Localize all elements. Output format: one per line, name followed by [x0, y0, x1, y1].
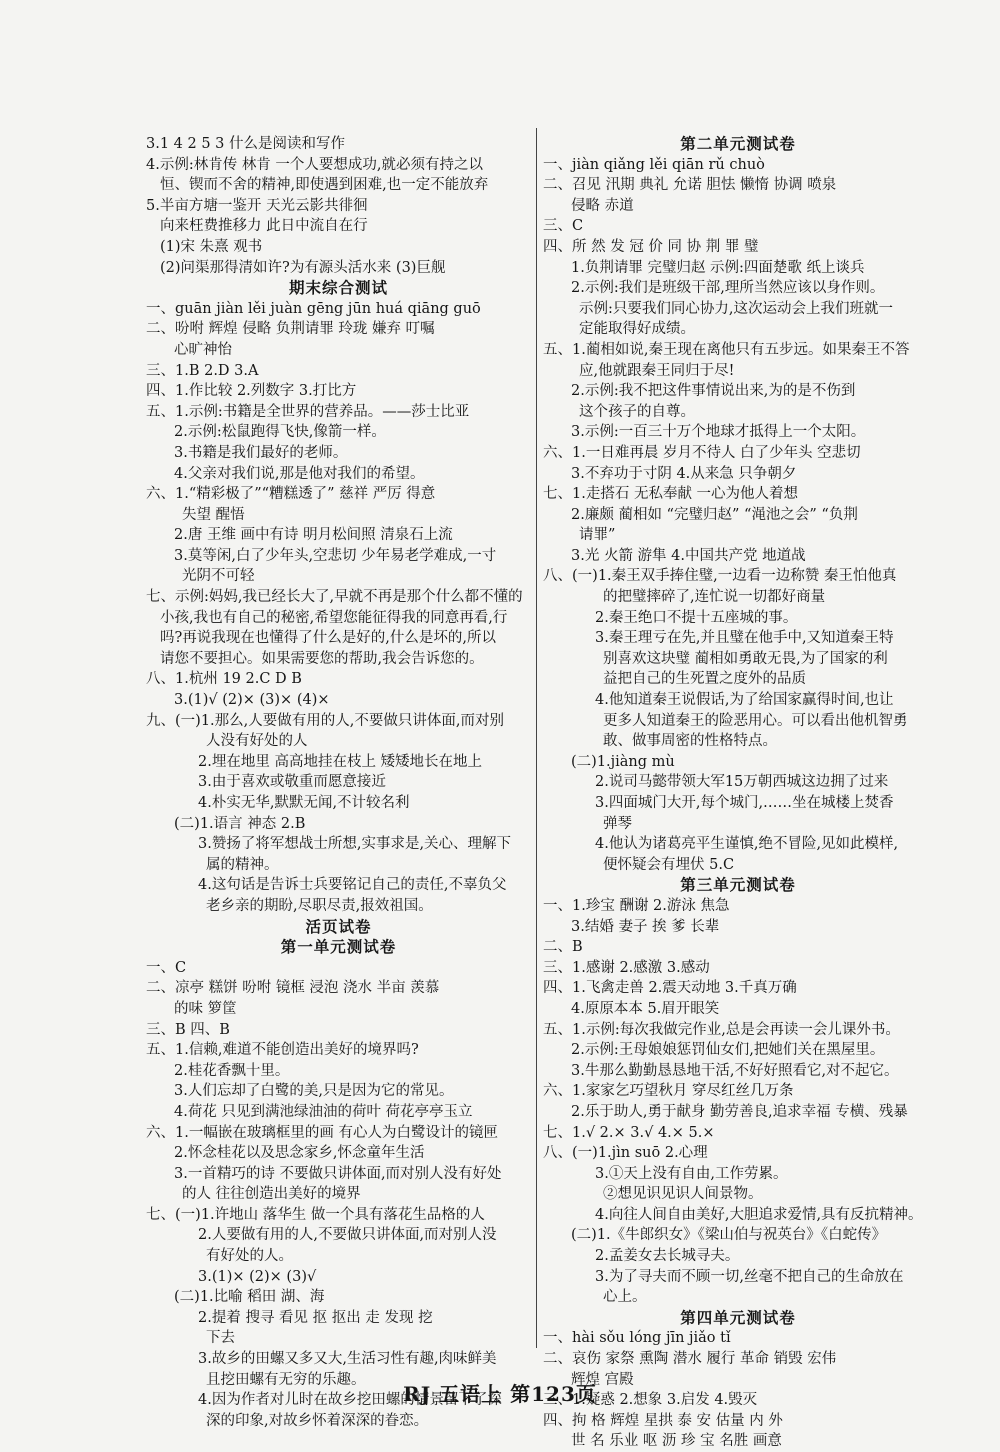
- answer-line: 3.(1)√ (2)× (3)× (4)×: [174, 692, 330, 709]
- answer-line: 4.这句话是告诉士兵要铭记自己的责任,不辜负父: [198, 877, 507, 894]
- answer-line: 老乡亲的期盼,尽职尽责,报效祖国。: [206, 897, 433, 914]
- answer-line: 一、hài sǒu lóng jīn jiǎo tǐ: [543, 1330, 731, 1347]
- answer-line: 的味 箩筐: [174, 1000, 237, 1017]
- answer-line: 4.因为作者对儿时在故乡挖田螺的情景留下了深: [198, 1392, 502, 1409]
- answer-line: 别喜欢这块璧 蔺相如勇敢无畏,为了国家的利: [603, 650, 888, 667]
- answer-line: 二、凉亭 糕饼 吩咐 镜框 浸泡 浇水 半亩 羡慕: [146, 980, 440, 997]
- right-column: [543, 134, 933, 1452]
- answer-line: 4.朴实无华,默默无闻,不计较名利: [198, 795, 410, 811]
- answer-line: 4.父亲对我们说,那是他对我们的希望。: [174, 465, 425, 482]
- answer-line: 深的印象,对故乡怀着深深的眷恋。: [206, 1412, 429, 1429]
- answer-line: 失望 醒悟: [182, 506, 245, 523]
- answer-line: (1)宋 朱熹 观书: [160, 238, 263, 255]
- answer-line: 三、1.B 2.D 3.A: [146, 362, 259, 379]
- answer-line: 属的精神。: [206, 856, 279, 873]
- answer-line: 2.廉颇 蔺相如 “完璧归赵” “渑池之会” “负荆: [571, 506, 858, 523]
- answer-line: 4.荷花 只见到满池绿油油的荷叶 荷花亭亭玉立: [174, 1103, 473, 1120]
- answer-line: 一、1.珍宝 酬谢 2.游泳 焦急: [543, 897, 730, 914]
- answer-line: 示例:只要我们同心协力,这次运动会上我们班就一: [579, 300, 893, 317]
- answer-line: 2.示例:松鼠跑得飞快,像箭一样。: [174, 424, 386, 441]
- answer-line: 3.(1)× (2)× (3)√: [198, 1268, 317, 1285]
- answer-line: 二、召见 汛期 典礼 允诺 胆怯 懒惰 协调 喷泉: [543, 177, 837, 194]
- answer-line: 2.唐 王维 画中有诗 明月松间照 清泉石上流: [174, 527, 453, 544]
- answer-line: 六、1.一幅嵌在玻璃框里的画 有心人为白鹭设计的镜匣: [146, 1124, 498, 1141]
- answer-line: 一、C: [146, 959, 187, 976]
- answer-line: 吗?再说我现在也懂得了什么是好的,什么是坏的,所以: [160, 630, 496, 647]
- answer-line: 更多人知道秦王的险恶用心。可以看出他机智勇: [603, 712, 908, 729]
- answer-line: 4.他认为诸葛亮平生谨慎,绝不冒险,见如此模样,: [595, 836, 899, 853]
- answer-line: 五、1.示例:每次我做完作业,总是会再读一会儿课外书。: [543, 1021, 900, 1038]
- answer-line: 一、guān jiàn lěi juàn gēng jūn huá qiāng guō: [146, 300, 481, 317]
- answer-line: 3.①天上没有自由,工作劳累。: [595, 1165, 788, 1182]
- answer-line: 4.原原本本 5.眉开眼笑: [571, 1000, 720, 1017]
- answer-line: 定能取得好成绩。: [579, 321, 695, 338]
- answer-line: 2.埋在地里 高高地挂在枝上 矮矮地长在地上: [198, 753, 483, 770]
- answer-line: 心上。: [603, 1289, 647, 1306]
- answer-line: 六、1.“精彩极了”“糟糕透了” 慈祥 严厉 得意: [146, 486, 436, 503]
- answer-line: 的把璧摔碎了,连忙说一切都好商量: [603, 589, 826, 606]
- answer-line: 一、jiàn qiǎng lěi qiān rǔ chuò: [543, 156, 765, 173]
- answer-line: 七、1.√ 2.× 3.√ 4.× 5.×: [543, 1124, 715, 1141]
- left-column: [146, 134, 531, 1431]
- answer-line: 3.人们忘却了白鹭的美,只是因为它的常见。: [174, 1083, 454, 1100]
- answer-line: 辉煌 宫殿: [571, 1371, 634, 1388]
- answer-line: 侵略 赤道: [571, 197, 634, 214]
- answer-line: 四、拘 格 辉煌 星拱 泰 安 估量 内 外: [543, 1412, 783, 1429]
- section-title: 活页试卷: [305, 916, 372, 936]
- answer-line: 八、(一)1.秦王双手捧住璧,一边看一边称赞 秦王怕他真: [543, 568, 897, 585]
- answer-line: 七、(一)1.许地山 落华生 做一个具有落花生品格的人: [146, 1206, 485, 1223]
- answer-line: 四、1.作比较 2.列数字 3.打比方: [146, 383, 357, 400]
- answer-line: 3.故乡的田螺又多又大,生活习性有趣,肉味鲜美: [198, 1351, 497, 1368]
- answer-line: 六、1.家家乞巧望秋月 穿尽红丝几万条: [543, 1083, 794, 1100]
- answer-line: 4.示例:林肯传 林肯 一个人要想成功,就必须有持之以: [146, 156, 484, 173]
- answer-line: 恒、锲而不舍的精神,即使遇到困难,也一定不能放弃: [160, 177, 489, 194]
- answer-line: 3.书籍是我们最好的老师。: [174, 444, 348, 461]
- answer-line: 2.桂花香飘十里。: [174, 1062, 290, 1079]
- answer-line: 人没有好处的人: [206, 733, 308, 750]
- answer-line: 七、1.走搭石 无私奉献 一心为他人着想: [543, 486, 799, 503]
- answer-line: 应,他就跟秦王同归于尽!: [579, 362, 735, 379]
- answer-line: 2.怀念桂花以及思念家乡,怀念童年生活: [174, 1145, 425, 1162]
- answer-line: 3.莫等闲,白了少年头,空悲切 少年易老学难成,一寸: [174, 547, 497, 564]
- answer-line: 2.秦王绝口不提十五座城的事。: [595, 609, 798, 626]
- answer-line: 小孩,我也有自己的秘密,希望您能征得我的同意再看,行: [160, 609, 508, 626]
- answer-line: 3.一首精巧的诗 不要做只讲体面,而对别人没有好处: [174, 1165, 502, 1182]
- answer-line: 四、1.飞禽走兽 2.震天动地 3.千真万确: [543, 980, 797, 997]
- answer-line: 八、(一)1.jìn suō 2.心理: [543, 1145, 708, 1162]
- answer-line: 二、B: [543, 939, 583, 956]
- answer-line: 2.孟姜女去长城寻夫。: [595, 1248, 740, 1265]
- answer-line: 三、C: [543, 218, 584, 235]
- section-title: 第一单元测试卷: [280, 937, 397, 957]
- answer-line: 益把自己的生死置之度外的品质: [603, 671, 806, 688]
- answer-line: (二)1.语言 神态 2.B: [174, 815, 306, 832]
- answer-line: 1.负荆请罪 完璧归赵 示例:四面楚歌 纸上谈兵: [571, 259, 865, 276]
- answer-line: 3.四面城门大开,每个城门,……坐在城楼上焚香: [595, 795, 894, 811]
- answer-line: 3.1 4 2 5 3 什么是阅读和写作: [146, 136, 346, 152]
- answer-line: 请您不要担心。如果需要您的帮助,我会告诉您的。: [160, 650, 484, 667]
- answer-line: 3.由于喜欢或敬重而愿意接近: [198, 774, 386, 791]
- answer-line: 3.示例:一百三十万个地球才抵得上一个太阳。: [571, 424, 866, 441]
- answer-line: 五、1.示例:书籍是全世界的营养品。——莎士比亚: [146, 403, 470, 420]
- answer-line: 且挖田螺有无穷的乐趣。: [206, 1371, 366, 1388]
- answer-line: 三、B 四、B: [146, 1021, 230, 1038]
- page-footer: RJ 五语上 第123页: [403, 1382, 597, 1406]
- answer-line: 便怀疑会有埋伏 5.C: [603, 856, 735, 873]
- answer-line: 3.赞扬了将军想战士所想,实事求是,关心、理解下: [198, 836, 512, 853]
- answer-line: 敢、做事周密的性格特点。: [603, 733, 777, 750]
- column-divider: [536, 128, 537, 1348]
- answer-line: 3.光 火箭 游隼 4.中国共产党 地道战: [571, 547, 806, 564]
- answer-line: ②想见识见识人间景物。: [603, 1186, 763, 1203]
- answer-line: 弹琴: [603, 815, 632, 832]
- answer-line: 世 名 乐业 呕 沥 珍 宝 名胜 画意: [571, 1433, 782, 1450]
- answer-line: (2)问渠那得清如许?为有源头活水来 (3)巨舰: [160, 259, 446, 276]
- answer-line: 2.示例:我们是班级干部,理所当然应该以身作则。: [571, 280, 885, 297]
- answer-line: 2.说司马懿带领大军15万朝西城这边拥了过来: [595, 774, 889, 791]
- answer-line: 请罪”: [579, 527, 616, 544]
- answer-line: 四、所 然 发 冠 价 同 协 荆 罪 璧: [543, 238, 759, 255]
- answer-line: 五、1.蔺相如说,秦王现在离他只有五步远。如果秦王不答: [543, 341, 910, 358]
- answer-line: (二)1.比喻 稻田 湖、海: [174, 1289, 325, 1306]
- answer-line: 五、1.信赖,难道不能创造出美好的境界吗?: [146, 1042, 419, 1059]
- section-title: 第三单元测试卷: [680, 875, 796, 895]
- answer-line: 2.示例:王母娘娘惩罚仙女们,把她们关在黑屋里。: [571, 1042, 885, 1059]
- section-title: 第二单元测试卷: [680, 134, 796, 153]
- answer-line: 5.半亩方塘一鉴开 天光云影共徘徊: [146, 197, 368, 214]
- answer-line: 二、哀伤 家祭 熏陶 潜水 履行 革命 销毁 宏伟: [543, 1351, 837, 1368]
- answer-line: 二、吩咐 辉煌 侵略 负荆请罪 玲珑 嫌弃 叮嘱: [146, 321, 435, 338]
- answer-line: 六、1.一日难再晨 岁月不待人 白了少年头 空悲切: [543, 444, 861, 461]
- answer-line: 的人 往往创造出美好的境界: [182, 1186, 361, 1203]
- answer-line: 有好处的人。: [206, 1248, 293, 1265]
- answer-line: 向来枉费推移力 此日中流自在行: [160, 218, 368, 235]
- answer-line: 心旷神怡: [174, 341, 232, 358]
- answer-line: 3.为了寻夫而不顾一切,丝毫不把自己的生命放在: [595, 1268, 904, 1285]
- answer-line: (二)1.jiàng mù: [571, 753, 675, 770]
- answer-line: 光阴不可轻: [182, 568, 255, 585]
- answer-line: 2.示例:我不把这件事情说出来,为的是不伤到: [571, 383, 856, 400]
- answer-line: 3.不弃功于寸阴 4.从来急 只争朝夕: [571, 465, 797, 482]
- answer-line: 2.乐于助人,勇于献身 勤劳善良,追求幸福 专横、残暴: [571, 1103, 908, 1120]
- section-title: 第四单元测试卷: [680, 1307, 796, 1327]
- answer-line: 三、1.疑惑 2.想象 3.启发 4.毁灭: [543, 1392, 758, 1409]
- answer-line: 七、示例:妈妈,我已经长大了,早就不再是那个什么都不懂的: [146, 589, 523, 606]
- answer-line: (二)1.《牛郎织女》《梁山伯与祝英台》《白蛇传》: [571, 1227, 887, 1244]
- answer-line: 下去: [206, 1330, 235, 1347]
- answer-line: 4.他知道秦王说假话,为了给国家赢得时间,也让: [595, 692, 894, 709]
- answer-line: 2.提着 搜寻 看见 抠 抠出 走 发现 挖: [198, 1309, 433, 1326]
- answer-line: 3.牛那么勤勤恳恳地干活,不好好照看它,对不起它。: [571, 1062, 899, 1079]
- answer-line: 3.结婚 妻子 挨 爹 长辈: [571, 918, 720, 935]
- answer-line: 这个孩子的自尊。: [579, 403, 695, 420]
- answer-line: 2.人要做有用的人,不要做只讲体面,而对别人没: [198, 1227, 497, 1244]
- section-title: 期末综合测试: [288, 278, 388, 298]
- answer-line: 3.秦王理亏在先,并且璧在他手中,又知道秦王特: [595, 630, 894, 647]
- answer-line: 九、(一)1.那么,人要做有用的人,不要做只讲体面,而对别: [146, 712, 504, 729]
- answer-line: 八、1.杭州 19 2.C D B: [146, 671, 302, 688]
- answer-line: 4.向往人间自由美好,大胆追求爱情,具有反抗精神。: [595, 1206, 923, 1223]
- answer-line: 三、1.感谢 2.感激 3.感动: [543, 959, 710, 976]
